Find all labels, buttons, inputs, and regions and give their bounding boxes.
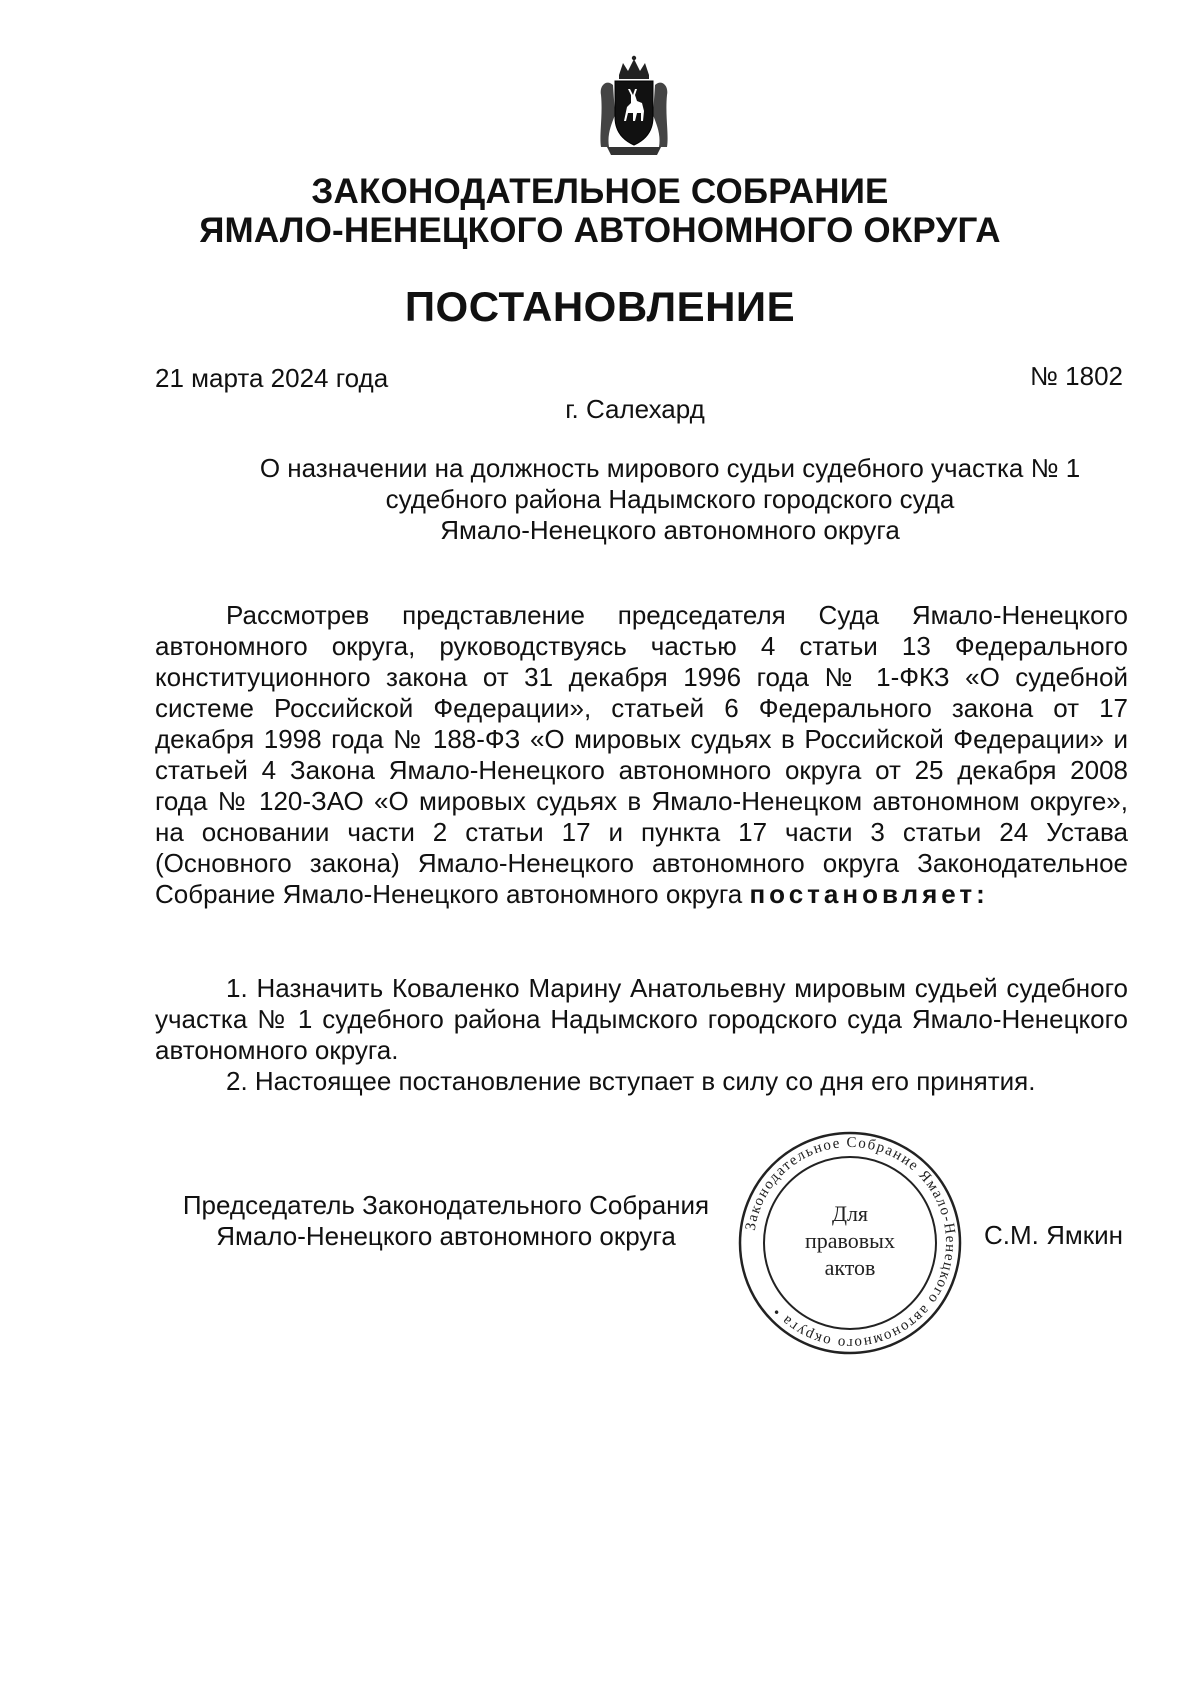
preamble-paragraph xyxy=(155,600,1128,910)
authority-line-1: ЗАКОНОДАТЕЛЬНОЕ СОБРАНИЕ xyxy=(311,172,889,211)
preamble xyxy=(155,600,1128,910)
seal-ring-text: Законодательное Собрание Ямало-Ненецкого автономного округа • xyxy=(742,1134,959,1352)
subject-line-3: Ямало-Ненецкого автономного округа xyxy=(440,515,900,545)
seal-center-line-1: Для xyxy=(831,1201,869,1226)
seal-center-line-2: правовых xyxy=(805,1228,895,1253)
authority-line-2: ЯМАЛО-НЕНЕЦКОГО АВТОНОМНОГО ОКРУГА xyxy=(199,211,1001,250)
signatory-name: С.М. Ямкин xyxy=(983,1220,1123,1250)
seal-center-line-3: актов xyxy=(824,1255,876,1280)
seal-center-text xyxy=(745,1200,955,1281)
signatory-position-line-2: Ямало-Ненецкого автономного округа xyxy=(216,1221,676,1251)
resolution-item: 2. Настоящее постановление вступает в силу со дня его принятия. xyxy=(226,1066,1036,1096)
subject-line-2: судебного района Надымского городского суда xyxy=(385,484,955,514)
document-type: ПОСТАНОВЛЕНИЕ xyxy=(404,283,796,330)
document-subject xyxy=(210,453,1130,546)
signatory-position-line-1: Председатель Законодательного Собрания xyxy=(182,1190,710,1220)
resolution-items xyxy=(155,973,1128,1097)
document-number: № 1802 xyxy=(1030,361,1123,391)
document-city: г. Салехард xyxy=(565,394,705,424)
resolution-item: 1. Назначить Коваленко Марину Анатольевну мировым судьей судебного участка № 1 судебного района Надымского городского суда Ямало-Ненецкого автономного округа. xyxy=(155,973,1128,1065)
decree-word: постановляет: xyxy=(749,879,989,909)
signatory-position xyxy=(155,1190,737,1252)
subject-line-1: О назначении на должность мирового судьи судебного участка № 1 xyxy=(259,453,1081,483)
issuing-authority xyxy=(0,172,1200,250)
coat-of-arms-icon xyxy=(597,55,671,159)
document-date: 21 марта 2024 года xyxy=(155,363,389,393)
preamble-text: Рассмотрев представление председателя Суда Ямало-Ненецкого автономного округа, руководствуясь частью 4 статьи 13 Федерального конституционного закона от 31 декабря 1996 года № 1-ФКЗ «О судебной системе Российской Федерации», статьей 6 Федерального закона от 17 декабря 1998 года № 188-ФЗ «О мировых судьях в Российской Федерации» и статьей 4 Закона Ямало-Ненецкого автономного округа от 25 декабря 2008 года № 120-ЗАО «О мировых судьях в Ямало-Ненецком автономном округе», на основании части 2 статьи 17 и пункта 17 части 3 статьи 24 Устава (Основного закона) Ямало-Ненецкого автономного округа Законодательное Собрание Ямало-Ненецкого автономного округа xyxy=(155,600,1128,909)
